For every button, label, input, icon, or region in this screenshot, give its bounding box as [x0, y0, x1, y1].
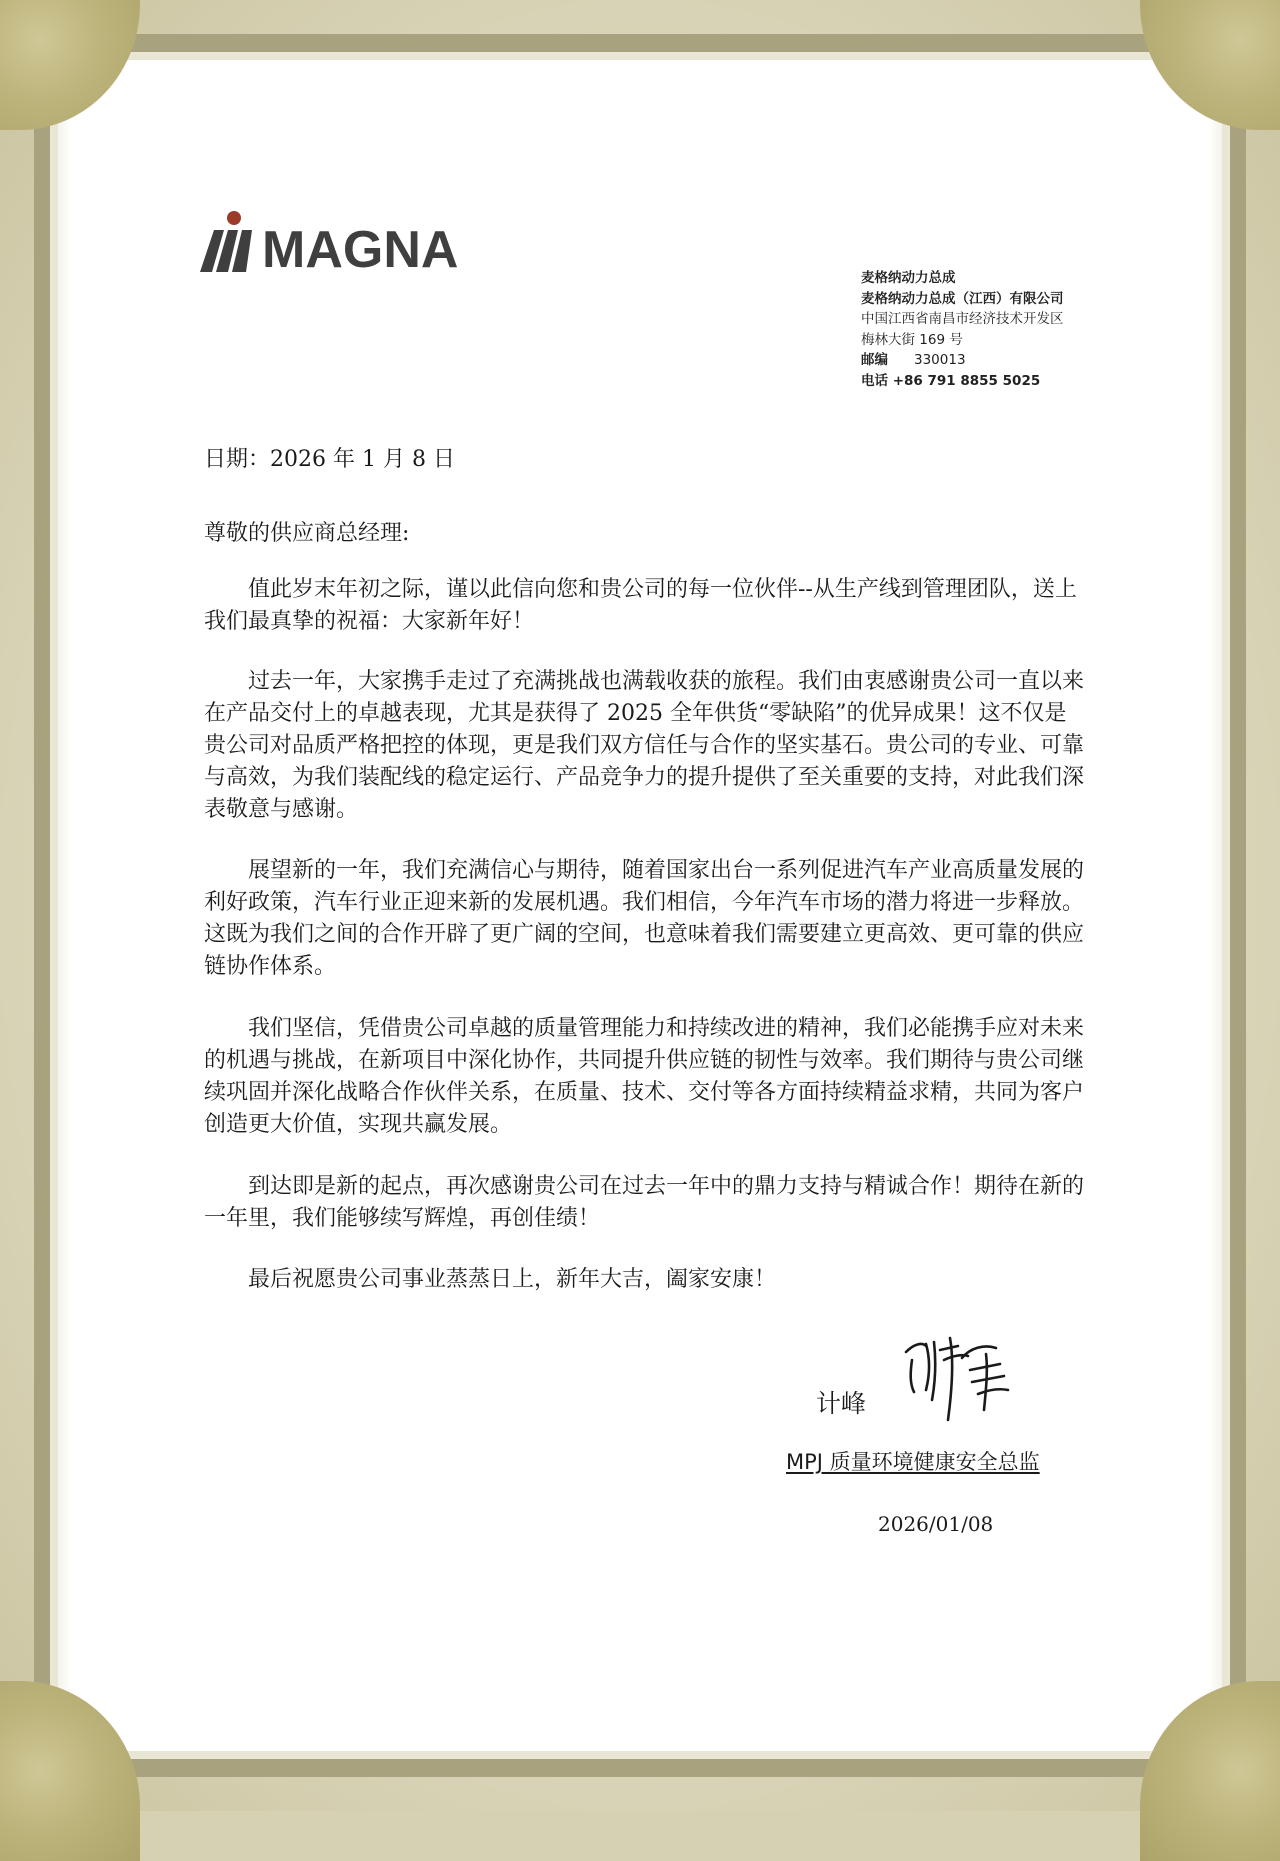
letter-paragraph: 最后祝愿贵公司事业蒸蒸日上，新年大吉，阖家安康！	[248, 1267, 777, 1292]
address-line-postcode	[861, 350, 1064, 371]
postcode-label: 邮编	[861, 352, 888, 368]
magna-logo	[200, 210, 490, 279]
letter-paragraph: 我们坚信，凭借贵公司卓越的质量管理能力和持续改进的精神，我们必能携手应对未来的机遇与挑战，在新项目中深化协作，共同提升供应链的韧性与效率。我们期待与贵公司继续巩固并深化战略合作伙伴关系，在质量、技术、交付等各方面持续精益求精，共同为客户创造更大价值，实现共赢发展。	[204, 1016, 1085, 1137]
address-line-company: 麦格纳动力总成（江西）有限公司	[861, 290, 1064, 307]
letter-paragraph: 到达即是新的起点，再次感谢贵公司在过去一年中的鼎力支持与精诚合作！期待在新的一年里，我们能够续写辉煌，再创佳绩！	[204, 1174, 1085, 1231]
signer-title: MPJ 质量环境健康安全总监	[786, 1450, 1040, 1474]
company-address-block	[861, 268, 1064, 391]
postcode-value: 330013	[914, 352, 966, 368]
handwritten-signature	[900, 1330, 1020, 1425]
signature-date: 2026/01/08	[878, 1512, 994, 1536]
letter-paragraph: 过去一年，大家携手走过了充满挑战也满载收获的旅程。我们由衷感谢贵公司一直以来在产品交付上的卓越表现，尤其是获得了 2025 全年供货“零缺陷”的优异成果！这不仅是贵公司对品质严格把控的体现，更是我们双方信任与合作的坚实基石。贵公司的专业、可靠与高效，为我们装配线的稳定运行、产品竞争力的提升提供了至关重要的支持，对此我们深表敬意与感谢。	[204, 669, 1085, 822]
signer-name: 计峰	[816, 1389, 867, 1418]
address-line-division: 麦格纳动力总成	[861, 270, 956, 286]
letter-paragraph: 值此岁末年初之际，谨以此信向您和贵公司的每一位伙伴--从生产线到管理团队，送上我们最真挚的祝福：大家新年好！	[204, 577, 1077, 634]
address-line-region: 中国江西省南昌市经济技术开发区	[861, 311, 1064, 327]
logo-wordmark: MAGNA	[262, 221, 459, 279]
letter-salutation: 尊敬的供应商总经理:	[204, 521, 410, 546]
letter-paragraph: 展望新的一年，我们充满信心与期待，随着国家出台一系列促进汽车产业高质量发展的利好政策，汽车行业正迎来新的发展机遇。我们相信，今年汽车市场的潜力将进一步释放。这既为我们之间的合作开辟了更广阔的空间，也意味着我们需要建立更高效、更可靠的供应链协作体系。	[204, 858, 1085, 979]
address-line-phone: 电话 +86 791 8855 5025	[861, 372, 1041, 389]
magna-logo-icon	[200, 210, 262, 276]
letter-date: 日期：2026 年 1 月 8 日	[204, 447, 455, 472]
address-line-street: 梅林大街 169 号	[861, 331, 963, 348]
